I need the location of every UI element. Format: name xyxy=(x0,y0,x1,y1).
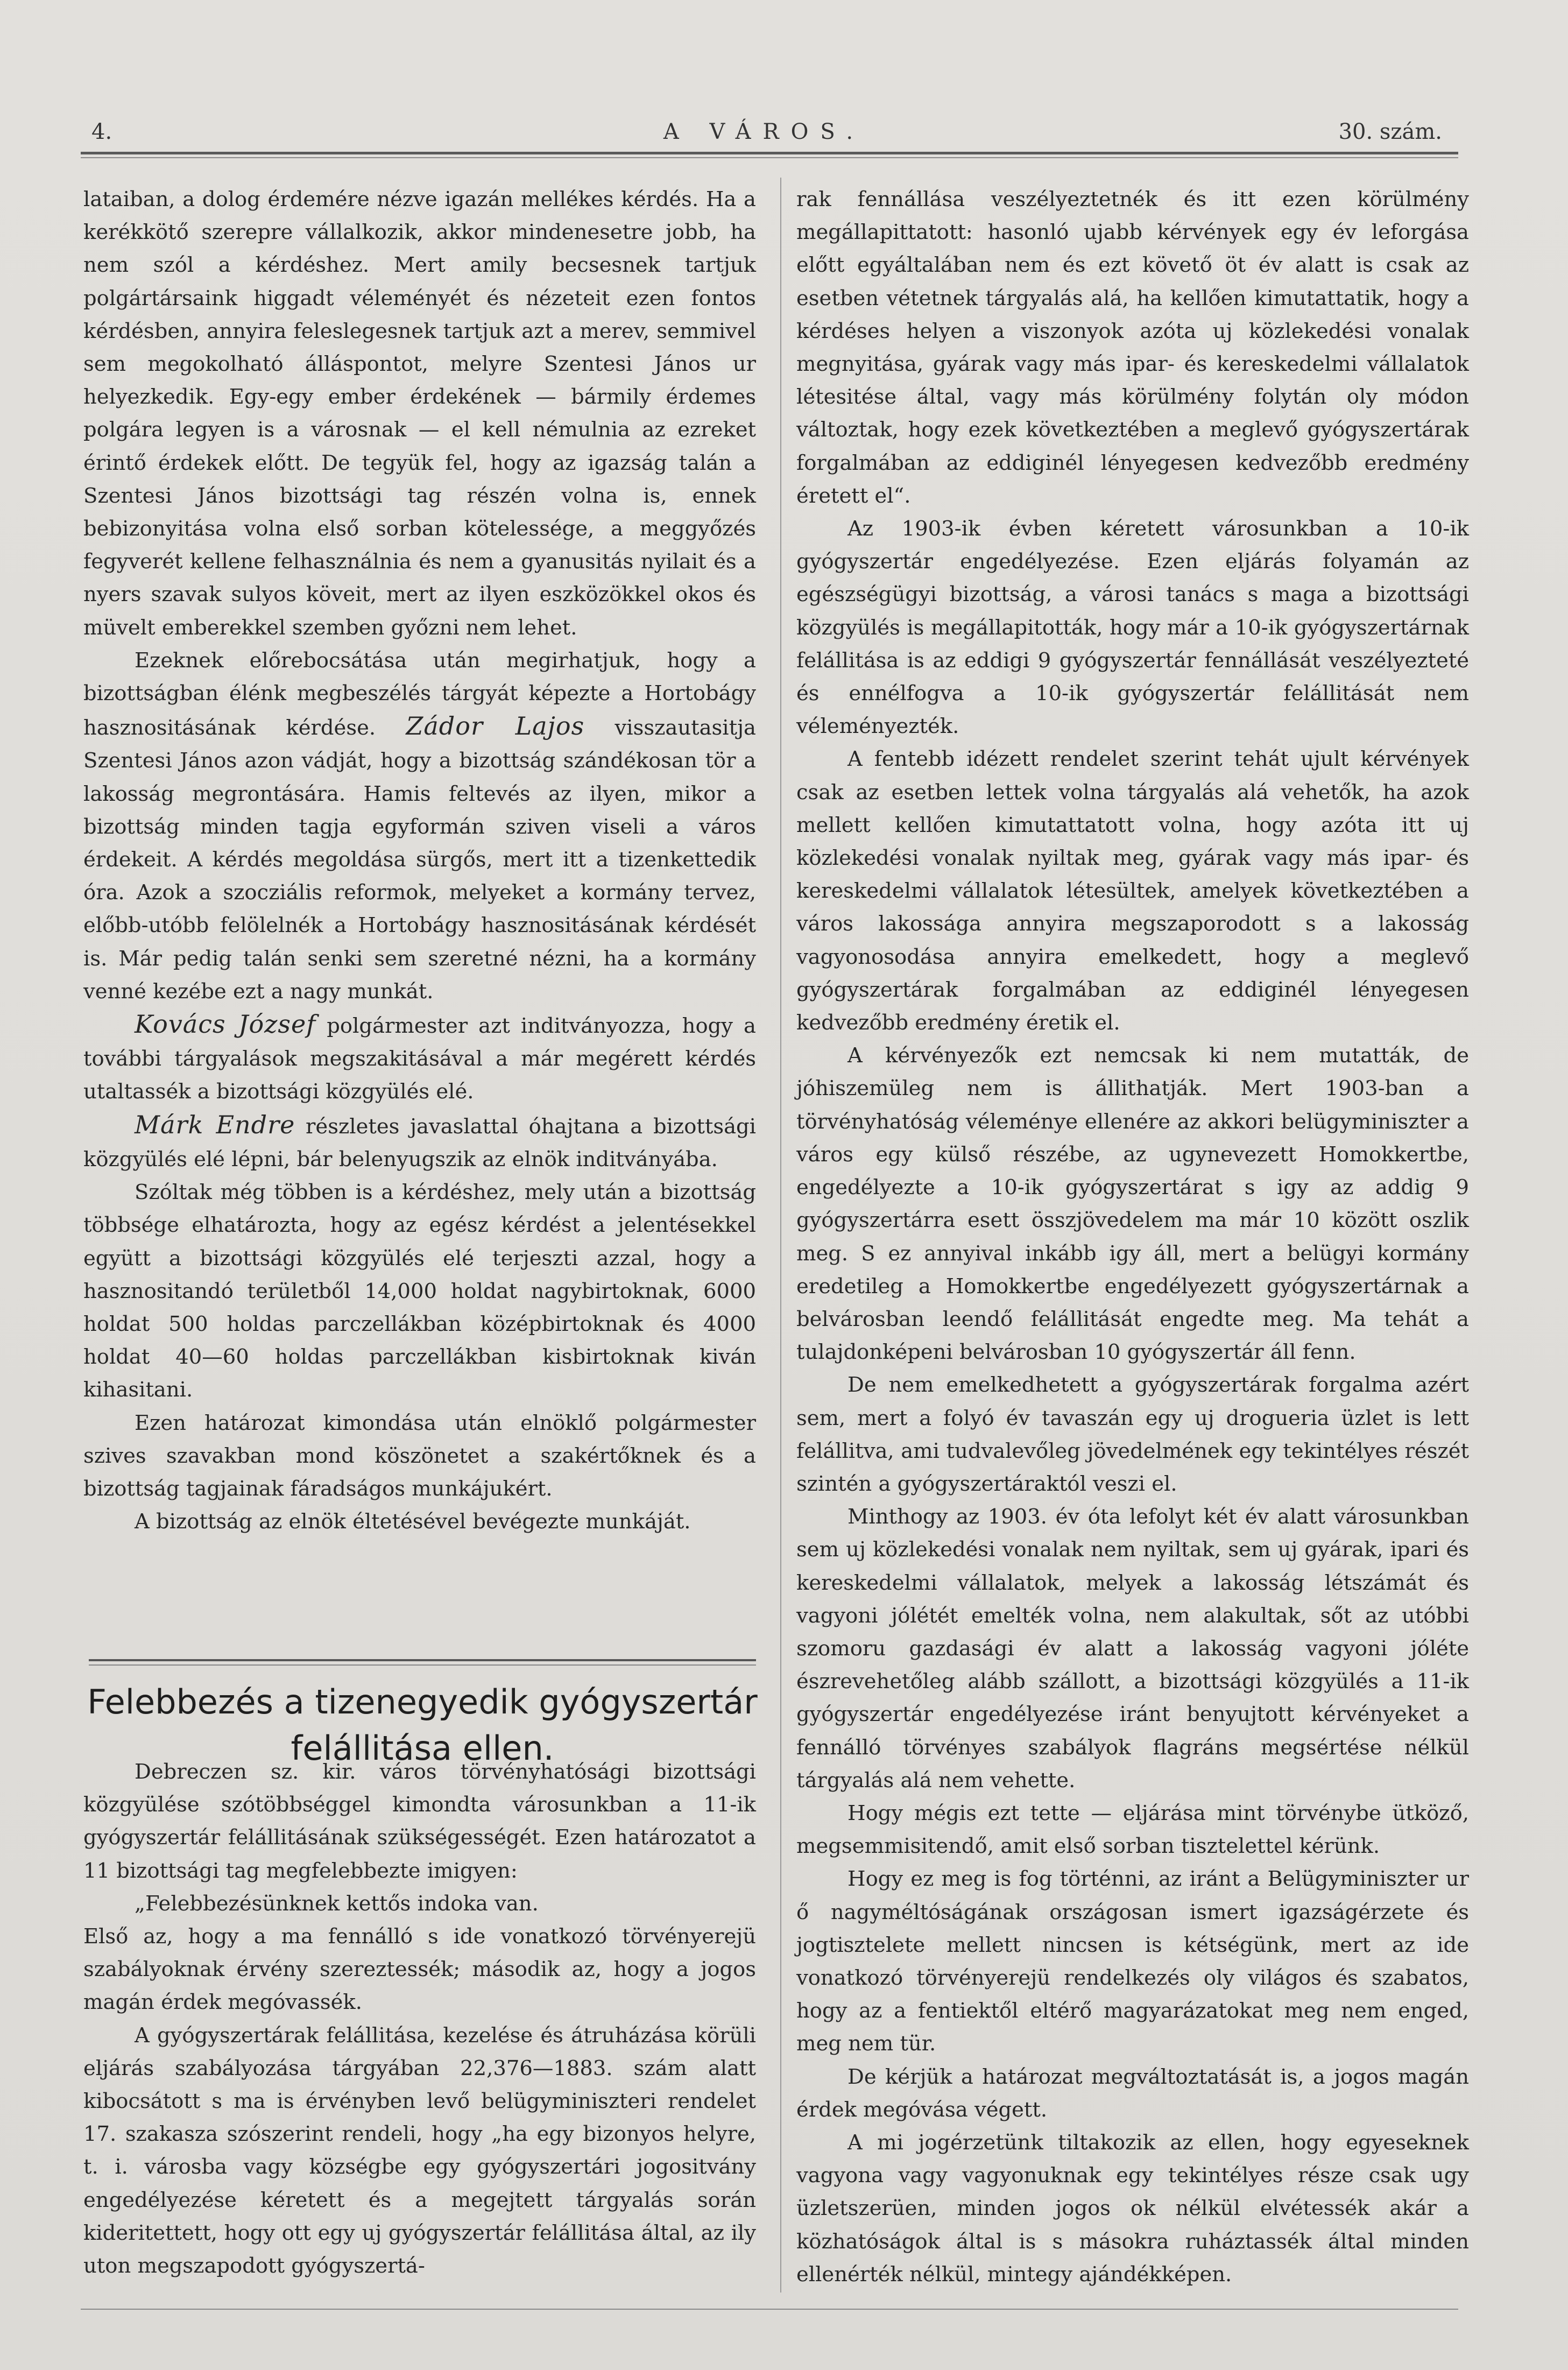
header-rule-thin xyxy=(81,157,1458,158)
paragraph: lataiban, a dolog érdemére nézve igazán mellékes kérdés. Ha a kerékkötő szerepre vállalkozik, akkor mindenesetre jobb, ha nem szól a kérdéshez. Mert amily becsesnek tartjuk polgártársaink higgadt véleményét és nézeteit ezen fontos kérdésben, annyira feleslegesnek tartjuk azt a merev, semmivel sem megokolható álláspontot, melyre Szentesi János ur helyezkedik. Egy-egy ember érdekének — bármily érdemes polgára legyen is a városnak — el kell némulnia az ezreket érintő érdekek előtt. De tegyük fel, hogy az igazság talán a Szentesi János bizottsági tag részén volna is, ennek bebizonyitása volna első sorban kötelessége, a meggyőzés fegyverét kellene felhasználnia és nem a gyanusitás nyilait és a nyers szavak sulyos köveit, mert az ilyen eszközökkel okos és müvelt emberekkel szemben győzni nem lehet. xyxy=(83,187,756,640)
journal-title: A VÁROS. xyxy=(663,119,865,144)
header-rule xyxy=(81,152,1458,154)
issue-number: 30. szám. xyxy=(1338,119,1442,144)
paragraph: A bizottság az elnök éltetésével bevégezte munkáját. xyxy=(135,1510,691,1534)
paragraph-text: visszautasitja Szentesi János azon vádját, hogy a bizottság szándékosan tör a lakosság megrontására. Hamis feltevés az ilyen, mikor a bizottság minden tagja egyformán sziven viseli a város érdekeit. A kérdés megoldása sürgős, mert itt a tizenkettedik óra. Azok a szocziális reformok, melyeket a kormány tervez, előbb-utóbb felölelnék a Hortobágy hasznositásának kérdését is. Már pedig talán senki sem szeretné nézni, ha a kormány venné kezébe ezt a nagy munkát. xyxy=(83,716,756,1004)
paragraph xyxy=(83,1109,756,1176)
paragraph: Minthogy az 1903. év óta lefolyt két év alatt városunkban sem uj közlekedési vonalak nem nyiltak, sem uj gyárak, ipari és kereskedelmi vállalatok, melyek a lakosság létszámát és vagyoni jólétét emelték volna, nem alakultak, sőt az utóbbi szomoru gazdasági év alatt a lakosság vagyoni jólétе észrevehetőleg alább szállott, a bizottsági közgyülés a 11-ik gyógyszertár engedélyezése iránt benyujtott kérvényeket a fennálló törvényes szabályok flagráns megsértése nélkül tárgyalás alá nem vehette. xyxy=(796,1505,1469,1793)
paragraph: Hogy ez meg is fog történni, az iránt a Belügyminiszter ur ő nagyméltóságának országosan ismert igazságérzete és jogtisztelete mellett nincsen is kétségünk, mert az ide vonatkozó törvényerejü rendelkezés oly világos és szabatos, hogy az a fentiektől eltérő magyarázatokat meg nem enged, meg nem tür. xyxy=(796,1867,1469,2056)
article-title: Felebbezés a tizenegyedik gyógyszertár felállitása ellen. xyxy=(87,1682,758,1768)
article-body xyxy=(83,1755,756,2282)
paragraph: A mi jogérzetünk tiltakozik az ellen, hogy egyeseknek vagyona vagy vagyonuknak egy tekintélyes része csak ugy üzletszerüen, minden jogos ok nélkül elvétessék akár a közhatóságok által is s másokra ruháztassék által minden ellenérték nélkül, mintegy ajándékképen. xyxy=(796,2130,1469,2287)
paragraph: De nem emelkedhetett a gyógyszertárak forgalma azért sem, mert a folyó év tavaszán egy uj drogueria üzlet is lett felállitva, ami tudvalevőleg jövedelmének egy tekintélyes részét szintén a gyógyszertáraktól veszi el. xyxy=(796,1373,1469,1496)
paragraph: „Felebbezésünknek kettős indoka van. xyxy=(135,1891,539,1916)
paragraph: Debreczen sz. kir. város törvényhatósági bizottsági közgyülése szótöbbséggel kimondta városunkban a 11-ik gyógyszertár felállitásának szükségességét. Ezen határozatot a 11 bizottsági tag megfelebbezte imigyen: xyxy=(83,1760,756,1883)
paragraph xyxy=(83,1008,756,1109)
column-divider xyxy=(780,178,781,2293)
paragraph: Hogy mégis ezt tette — eljárása mint törvénybe ütköző, megsemmisitendő, amit első sorban tisztelettel kérünk. xyxy=(796,1801,1469,1859)
speaker-name: Zádor Lajos xyxy=(406,711,585,741)
article-separator-thin xyxy=(89,1664,756,1666)
paragraph: Szóltak még többen is a kérdéshez, mely után a bizottság többsége elhatározta, hogy az egész kérdést a jelentésekkel együtt a bizottsági közgyülés elé terjeszti azzal, hogy a hasznositandó területből 14,000 holdat nagybirtoknak, 6000 holdat 500 holdas parczellákban középbirtoknak és 4000 holdat 40—60 holdas parczellákban kisbirtoknak kiván kihasitani. xyxy=(83,1180,756,1402)
paragraph: A gyógyszertárak felállitása, kezelése és átruházása körüli eljárás szabályozása tárgyában 22,376—1883. szám alatt kibocsátott s ma is érvényben levő belügyminiszteri rendelet 17. szakasza szószerint rendeli, hogy „ha egy bizonyos helyre, t. i. városba vagy községbe egy gyógyszertári jogositvány engedélyezése kéretett és a megejtett tárgyalás során kideritettett, hogy ott egy uj gyógyszertár felállitása által, az ily uton megszapodott gyógyszertá- xyxy=(83,2023,756,2279)
paragraph: Az 1903-ik évben kéretett városunkban a 10-ik gyógyszertár engedélyezése. Ezen eljárás folyamán az egészségügyi bizottság, a városi tanács s maga a bizottsági közgyülés is megállapitották, hogy már a 10-ik gyógyszertárnak felállitása is az eddigi 9 gyógyszertár fennállását veszélyezteté és ennélfogva a 10-ik gyógyszertár felállitását nem véleményezték. xyxy=(796,517,1469,739)
footer-rule xyxy=(81,2309,1458,2310)
paragraph: De kérjük a határozat megváltoztatását is, a jogos magán érdek megóvása végett. xyxy=(796,2064,1469,2122)
page-number: 4. xyxy=(91,119,112,144)
paragraph-text: Ezeknek előrebocsátása után megirhatjuk, hogy a bizottságban élénk megbeszélés tárgyát képezte a Hortobágy hasznositásának kérdése. xyxy=(83,648,756,740)
speaker-name: Kovács József xyxy=(135,1010,316,1039)
article-separator xyxy=(89,1659,756,1661)
paragraph: Ezen határozat kimondása után elnöklő polgármester szives szavakban mond köszönetet a szakértőknek és a bizottság tagjainak fáradságos munkájukért. xyxy=(83,1410,756,1501)
paragraph: rak fennállása veszélyeztetnék és itt ezen körülmény megállapittatott: hasonló ujabb kérvények egy év leforgása előtt egyáltalában nem és ezt követő öt év alatt is csak az esetben vétetnek tárgyalás alá, ha kellően kimutattatik, hogy a kérdéses helyen a viszonyok azóta uj közlekedési vonalak megnyitása, gyárak vagy más ipar- és kereskedelmi vállalatok létesitése által, vagy más körülmény folytán oly módon változtak, hogy ezek következtében a meglevő gyógyszertárak forgalmában az eddiginél lényegesen kedvezőbb eredmény éretett el“. xyxy=(796,187,1469,508)
paragraph-text: polgármester azt inditványozza, hogy a további tárgyalások megszakitásával a már megérett kérdés utaltassék a bizottsági közgyülés elé. xyxy=(83,1014,756,1104)
right-column xyxy=(796,183,1469,2291)
paragraph-text: részletes javaslattal óhajtana a bizottsági közgyülés elé lépni, bár belenyugszik az elnök inditványába. xyxy=(83,1114,756,1172)
left-column xyxy=(83,183,756,1538)
paragraph xyxy=(83,644,756,1008)
page-header xyxy=(81,114,1447,152)
paragraph: A kérvényezők ezt nemcsak ki nem mutatták, de jóhiszemüleg nem is állithatják. Mert 1903-ban a törvényhatóság véleménye ellenére az akkori belügyminiszter a város egy külső részébe, az ugynevezett Homokkertbe, engedélyezte a 10-ik gyógyszertárat s igy az addig 9 gyógyszertárra esett összjövedelem ma már 10 között oszlik meg. S ez annyival inkább igy áll, mert a belügyi kormány eredetileg a Homokkertbe engedélyezett gyógyszertárnak a belvárosban leendő felállitását engedte meg. Ma tehát a tulajdonképeni belvárosban 10 gyógyszertár áll fenn. xyxy=(796,1043,1469,1365)
speaker-name: Márk Endre xyxy=(135,1110,295,1139)
paragraph: Első az, hogy a ma fennálló s ide vonatkozó törvényerejü szabályoknak érvény szereztessék; második az, hogy a jogos magán érdek megóvassék. xyxy=(83,1924,756,2015)
paragraph: A fentebb idézett rendelet szerint tehát ujult kérvények csak az esetben lettek volna tárgyalás alá vehetők, ha azok mellett kellően kimutattatott volna, hogy azóta itt uj közlekedési vonalak nyiltak meg, gyárak vagy más ipar- és kereskedelmi vállalatok létesültek, amelyek következtében a város lakossága annyira megszaporodott s a lakosság vagyonosodása annyira emelkedett, hogy a meglevő gyógyszertárak forgalmában az eddiginél lényegesen kedvezőbb eredmény éretik el. xyxy=(796,747,1469,1035)
